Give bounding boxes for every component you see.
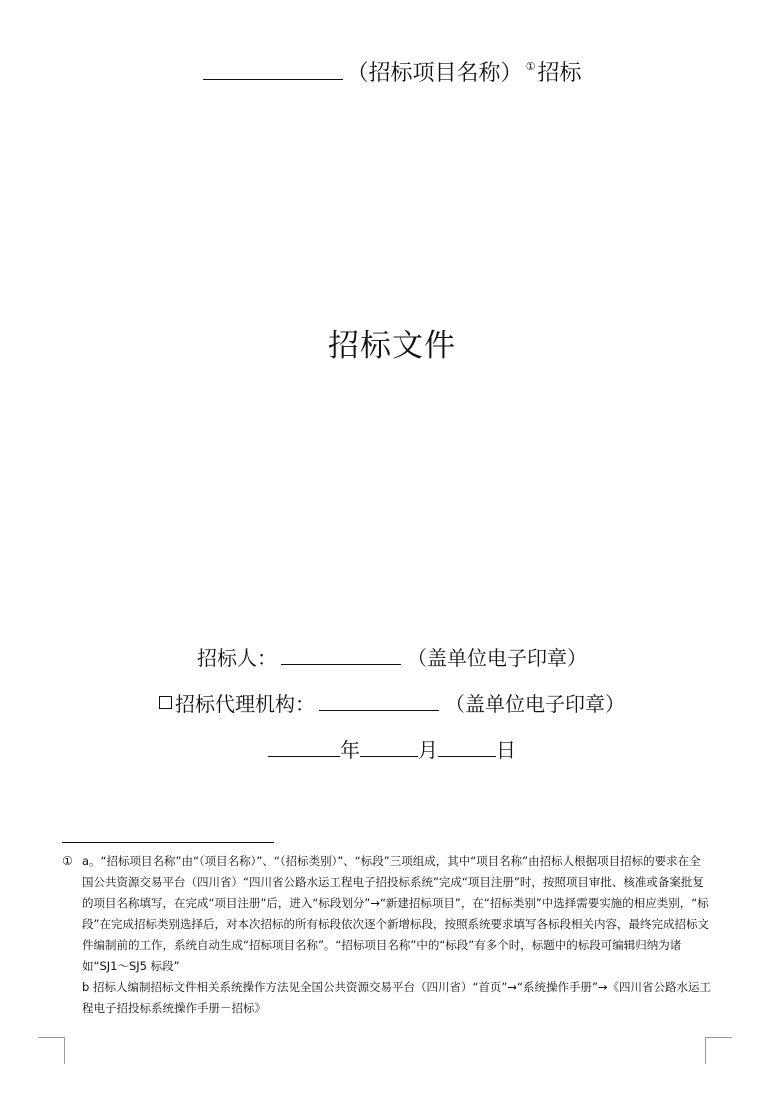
year-label: 年 xyxy=(340,738,360,762)
document-title: 招标文件 xyxy=(328,328,456,364)
day-label: 日 xyxy=(496,738,516,762)
month-label: 月 xyxy=(418,738,438,762)
tenderer-seal-note: （盖单位电子印章） xyxy=(407,646,587,670)
agency-row xyxy=(0,688,784,719)
agency-blank[interactable] xyxy=(319,688,439,711)
footnote-separator xyxy=(62,842,274,843)
agency-seal-note: （盖单位电子印章） xyxy=(445,692,625,716)
year-blank[interactable] xyxy=(268,734,340,757)
date-row xyxy=(0,734,784,765)
page-corner-mark-right xyxy=(705,1037,732,1064)
tenderer-row xyxy=(0,642,784,673)
footnote-a-text: a。“招标项目名称”由“（项目名称）”、“（招标类别）”、“标段”三项组成，其中“项目名称”由招标人根据项目招标的要求在全国公共资源交易平台（四川省）“四川省公路水运工程电子招投标系统”完成“项目注册”时，按照项目审批、核准或备案批复的项目名称填写，在完成“项目注册”后，进入“标段划分”→“新建招标项目”，在“招标类别”中选择需要实施的相应类别，“标段”在完成招标类别选择后，对本次招标的所有标段依次逐个新增标段，按照系统要求填写各标段相关内容，最终完成招标文件编制前的工作，系统自动生成“招标项目名称”。“招标项目名称”中的“标段”有多个时，标题中的标段可编辑归纳为诸如“SJ1～SJ5 标段” xyxy=(82,854,709,973)
day-blank[interactable] xyxy=(438,734,496,757)
footnote-b-text: b 招标人编制招标文件相关系统操作方法见全国公共资源交易平台（四川省）“首页”→“系统操作手册”→《四川省公路水运工程电子招投标系统操作手册－招标》 xyxy=(82,980,712,1015)
page-corner-mark-left xyxy=(38,1037,65,1064)
agency-label: 招标代理机构： xyxy=(175,692,315,716)
footnote-a xyxy=(62,851,712,977)
project-title-line xyxy=(0,50,784,91)
footnote xyxy=(62,851,712,1019)
title-suffix: 招标 xyxy=(537,61,582,86)
project-name-placeholder: （招标项目名称） xyxy=(346,61,523,86)
footnote-mark: ① xyxy=(62,854,73,868)
tenderer-blank[interactable] xyxy=(281,642,401,665)
agency-checkbox[interactable] xyxy=(159,696,172,709)
project-name-blank[interactable] xyxy=(203,57,343,80)
month-blank[interactable] xyxy=(360,734,418,757)
footnote-reference[interactable]: ① xyxy=(525,60,536,73)
tenderer-label: 招标人： xyxy=(197,646,277,670)
